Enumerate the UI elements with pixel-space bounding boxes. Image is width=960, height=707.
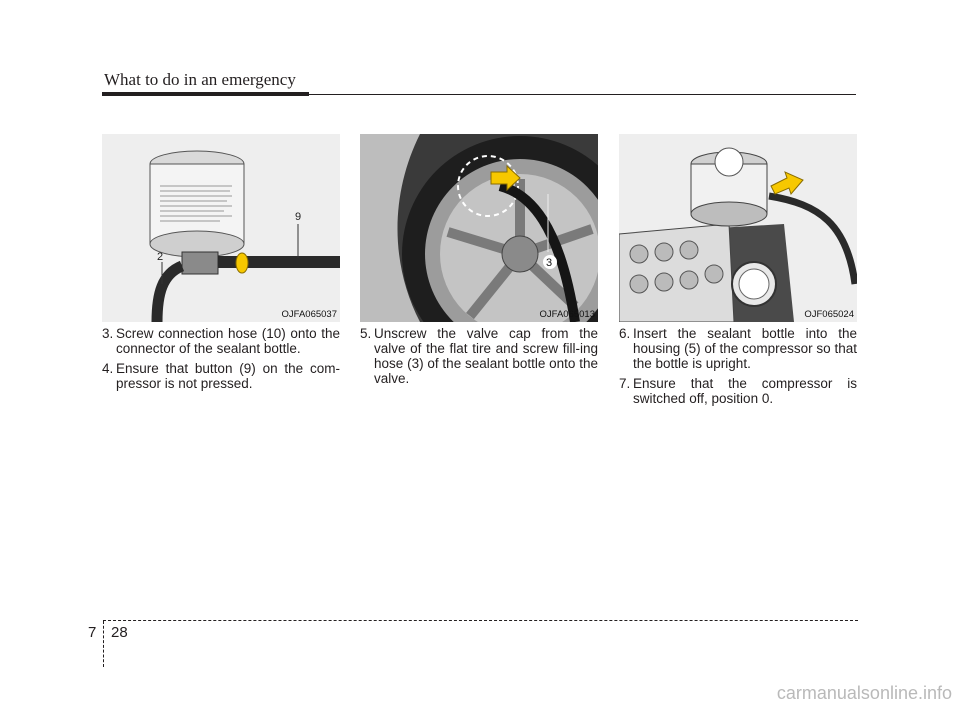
step-3 [102,326,340,356]
figure-tire-valve [360,134,598,322]
header-rule [102,94,856,95]
step-text: Ensure that button (9) on the com-pressor is not pressed. [116,361,340,391]
chapter-number: 7 [88,624,97,641]
step-number: 3. [102,326,114,341]
step-4 [102,361,340,391]
figure-code: OJFA065013 [539,309,595,320]
footer-rule [103,620,858,621]
step-number: 4. [102,361,114,376]
figure-compressor [619,134,857,322]
callout-9: 9 [295,211,302,223]
step-number: 6. [619,326,631,341]
step-number: 7. [619,376,631,391]
instructions-column-3 [619,326,857,411]
tire-valve-illustration [360,134,598,322]
figure-code: OJFA065037 [281,309,337,320]
step-5 [360,326,598,386]
step-text: Insert the sealant bottle into the housing (5) of the compressor so that the bottle is upright. [633,326,857,371]
figure-sealant-bottle-hose [102,134,340,322]
step-text: Unscrew the valve cap from the valve of the flat tire and screw fill-ing hose (3) of the sealant bottle onto the valve. [374,326,598,386]
page-number: 28 [111,624,128,641]
section-title: What to do in an emergency [104,70,296,89]
callout-3: 3 [546,257,553,269]
sealant-bottle-illustration [102,134,340,322]
step-number: 5. [360,326,372,341]
step-text: Screw connection hose (10) onto the connector of the sealant bottle. [116,326,340,356]
compressor-illustration [619,134,857,322]
step-7 [619,376,857,406]
instructions-column-2 [360,326,598,391]
instructions-column-1 [102,326,340,396]
figure-code: OJF065024 [804,309,854,320]
watermark: carmanualsonline.info [776,683,952,703]
callout-2: 2 [157,251,164,263]
step-6 [619,326,857,371]
step-text: Ensure that the compressor is switched off, position 0. [633,376,857,406]
footer-rule-vertical [103,621,104,667]
